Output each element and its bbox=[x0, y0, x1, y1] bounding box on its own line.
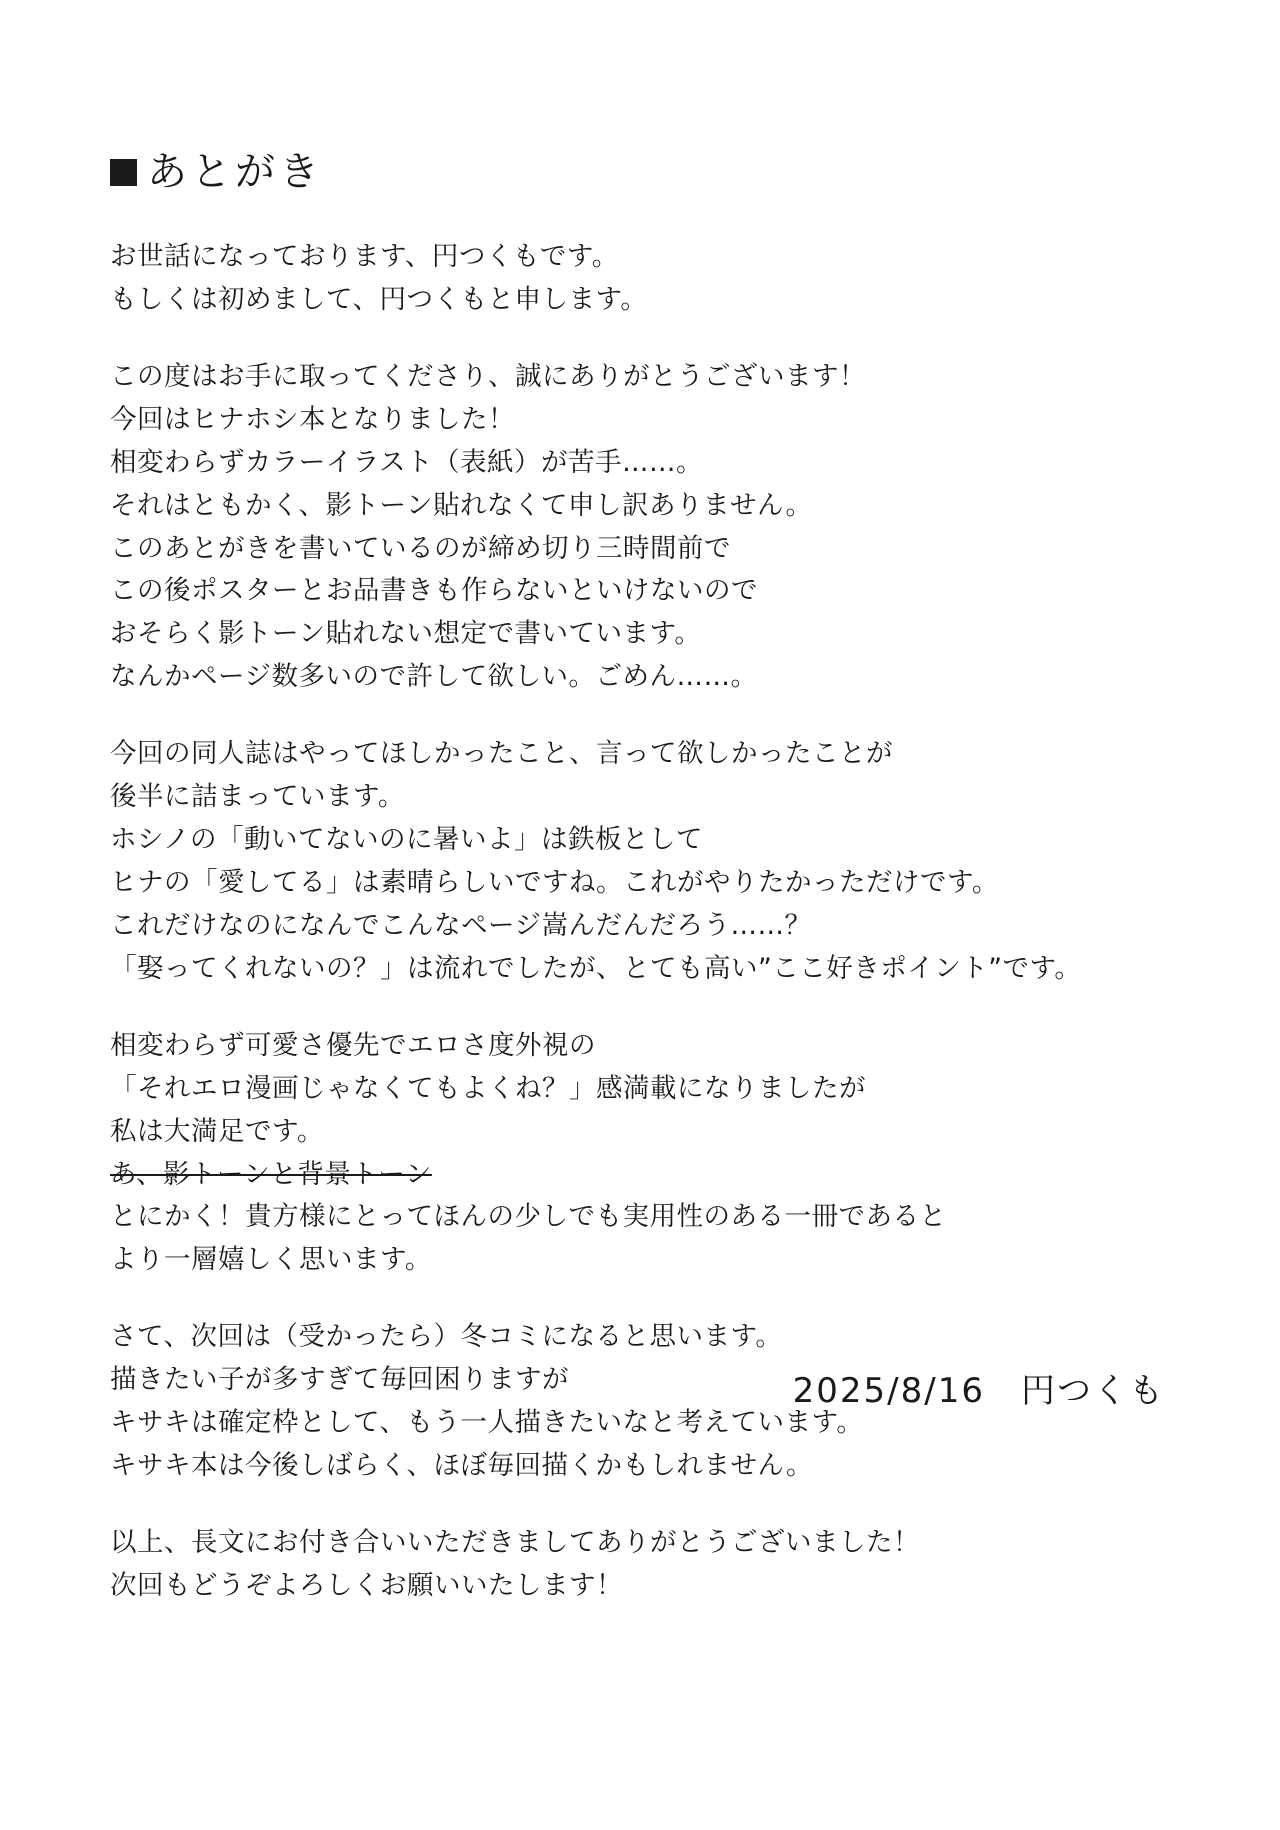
text-line: 相変わらず可愛さ優先でエロさ度外視の bbox=[110, 1029, 596, 1061]
page-title bbox=[110, 150, 1170, 194]
text-line: とにかく！貴方様にとってほんの少しでも実用性のある一冊であると bbox=[110, 1201, 947, 1233]
paragraph bbox=[110, 733, 1170, 991]
paragraph bbox=[110, 356, 1170, 699]
text-line-struck-through: あ、影トーンと背景トーン bbox=[110, 1158, 432, 1190]
text-line: このあとがきを書いているのが締め切り三時間前で bbox=[110, 532, 731, 564]
text-line: おそらく影トーン貼れない想定で書いています。 bbox=[110, 618, 702, 650]
text-line: キサキは確定枠として、もう一人描きたいなと考えています。 bbox=[110, 1407, 864, 1439]
text-line: 次回もどうぞよろしくお願いいたします！ bbox=[110, 1569, 623, 1601]
page-title-label: あとがき bbox=[147, 149, 323, 195]
text-line: なんかページ数多いので許して欲しい。ごめん……。 bbox=[110, 661, 758, 693]
text-line: それはともかく、影トーン貼れなくて申し訳ありません。 bbox=[110, 489, 813, 521]
text-line: もしくは初めまして、円つくもと申します。 bbox=[110, 283, 648, 315]
text-line: 後半に詰まっています。 bbox=[110, 781, 405, 813]
text-line: 「それエロ漫画じゃなくてもよくね？」感満載になりましたが bbox=[110, 1072, 866, 1104]
paragraph bbox=[110, 1025, 1170, 1283]
text-line: 私は大満足です。 bbox=[110, 1115, 324, 1147]
square-bullet-icon bbox=[110, 159, 137, 186]
text-line: 描きたい子が多すぎて毎回困りますが bbox=[110, 1364, 569, 1396]
paragraph bbox=[110, 1522, 1170, 1608]
text-line: お世話になっております、円つくもです。 bbox=[110, 241, 619, 272]
signature-date-author: 2025/8/16 円つくも bbox=[792, 1371, 1165, 1411]
text-line: 「娶ってくれないの？」は流れでしたが、とても高い”ここ好きポイント”です。 bbox=[110, 952, 1082, 984]
text-line: キサキ本は今後しばらく、ほぼ毎回描くかもしれません。 bbox=[110, 1450, 814, 1482]
text-line: 相変わらずカラーイラスト（表紙）が苦手……。 bbox=[110, 446, 703, 478]
text-line: これだけなのになんでこんなページ嵩んだんだろう……？ bbox=[110, 909, 812, 941]
text-line: 以上、長文にお付き合いいただきましてありがとうございました！ bbox=[110, 1526, 920, 1558]
text-line: この度はお手に取ってくださり、誠にありがとうございます！ bbox=[110, 360, 866, 392]
text-line: さて、次回は（受かったら）冬コミになると思います。 bbox=[110, 1321, 783, 1353]
paragraph bbox=[110, 236, 1170, 322]
text-line: ホシノの「動いてないのに暑いよ」は鉄板として bbox=[110, 824, 703, 856]
text-line: 今回の同人誌はやってほしかったこと、言って欲しかったことが bbox=[110, 738, 893, 770]
text-line: 今回はヒナホシ本となりました！ bbox=[110, 403, 515, 435]
text-line: この後ポスターとお品書きも作らないといけないので bbox=[110, 575, 758, 607]
text-line: より一層嬉しく思います。 bbox=[110, 1244, 432, 1276]
text-line: ヒナの「愛してる」は素晴らしいですね。これがやりたかっただけです。 bbox=[110, 866, 999, 898]
